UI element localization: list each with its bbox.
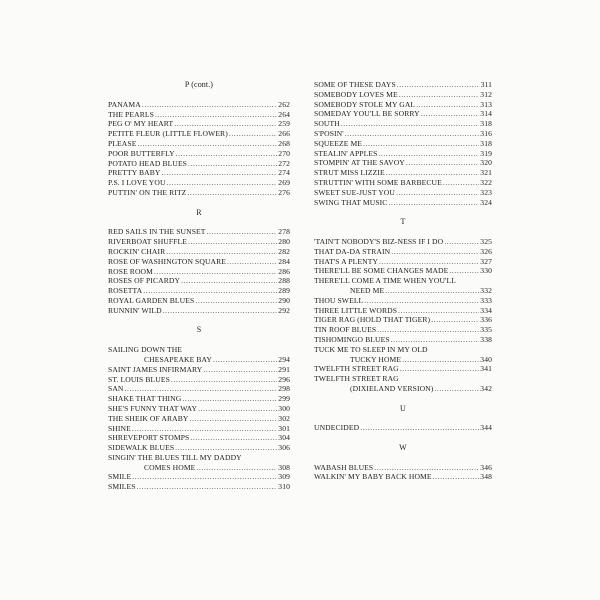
- index-entry-page: 332: [480, 285, 492, 295]
- index-entry-title: POOR BUTTERFLY: [108, 148, 175, 158]
- index-entry-title: 'TAIN'T NOBODY'S BIZ-NESS IF I DO: [314, 236, 444, 246]
- index-entry-title: POTATO HEAD BLUES: [108, 158, 188, 168]
- index-entry-page: 309: [278, 472, 290, 482]
- dot-leader: [142, 100, 277, 110]
- index-entry: [108, 433, 290, 443]
- dot-leader: [125, 384, 278, 394]
- index-entry-title: SOUTH: [314, 119, 340, 129]
- index-entry: [314, 364, 492, 374]
- index-entry-page: 335: [480, 325, 492, 335]
- index-entry-title: PUTTIN' ON THE RITZ: [108, 187, 187, 197]
- index-entry-title: ST. LOUIS BLUES: [108, 374, 170, 384]
- dot-leader: [181, 276, 277, 286]
- index-entry: [314, 139, 492, 149]
- index-entry: [314, 266, 492, 276]
- index-entry-page: 316: [480, 128, 492, 138]
- index-entry-title: STEALIN' APPLES: [314, 148, 378, 158]
- index-entry-title: STRUT MISS LIZZIE: [314, 168, 385, 178]
- index-entry-page: 340: [480, 354, 492, 364]
- index-entry-page: 300: [278, 403, 290, 413]
- index-entry: [108, 110, 290, 120]
- dot-leader: [400, 364, 480, 374]
- index-entry: [314, 306, 492, 316]
- index-entry-page: 266: [278, 129, 290, 139]
- index-entry: [314, 315, 492, 325]
- index-entry-title: TWELFTH STREET RAG: [314, 374, 399, 384]
- dot-leader: [166, 247, 277, 257]
- dot-leader: [431, 315, 479, 325]
- index-entry: [108, 149, 290, 159]
- dot-leader: [229, 129, 277, 139]
- index-entry: [108, 482, 290, 492]
- index-section-r: [108, 208, 290, 316]
- dot-leader: [416, 100, 479, 110]
- index-entry-page: 262: [278, 99, 290, 109]
- dot-leader: [397, 80, 480, 90]
- index-entry: [108, 237, 290, 247]
- index-entry-page: 280: [278, 237, 290, 247]
- index-entry-page: 292: [278, 305, 290, 315]
- index-entry: [108, 365, 290, 375]
- index-entry-continuation: (DIXIELAND VERSION): [350, 383, 434, 393]
- index-entry-title: ROCKIN' CHAIR: [108, 246, 166, 256]
- index-entry: [108, 424, 290, 434]
- index-entry-continuation: NEED ME: [350, 285, 385, 295]
- dot-leader: [182, 394, 277, 404]
- index-entry-title: TWELFTH STREET RAG: [314, 364, 399, 374]
- index-entry-page: 286: [278, 266, 290, 276]
- index-entry-title: ROSE OF WASHINGTON SQUARE: [108, 256, 227, 266]
- index-entry-title: ROSES OF PICARDY: [108, 276, 181, 286]
- dot-leader: [377, 325, 479, 335]
- section-spacer: [108, 316, 290, 326]
- index-entry: [108, 404, 290, 414]
- section-spacer: [314, 394, 492, 404]
- index-entry-page: 322: [480, 177, 492, 187]
- index-entry-page: 333: [480, 295, 492, 305]
- index-entry-page: 284: [278, 256, 290, 266]
- index-entry-title: SWING THAT MUSIC: [314, 197, 388, 207]
- dot-leader: [406, 158, 479, 168]
- index-entry: [314, 296, 492, 306]
- index-entry-title: RUNNIN' WILD: [108, 305, 162, 315]
- index-entry-page: 321: [480, 168, 492, 178]
- dot-leader: [227, 257, 277, 267]
- dot-leader: [421, 109, 480, 119]
- dot-leader: [188, 159, 277, 169]
- index-entry-page: 270: [278, 148, 290, 158]
- index-entry: [108, 296, 290, 306]
- index-entry-page: 310: [278, 482, 290, 492]
- index-entry: [108, 119, 290, 129]
- index-entry-page: 338: [480, 334, 492, 344]
- index-entry-title: SINGIN' THE BLUES TILL MY DADDY: [108, 452, 242, 462]
- dot-leader: [386, 168, 480, 178]
- index-entry-title: SIDEWALK BLUES: [108, 443, 175, 453]
- dot-leader: [388, 198, 479, 208]
- index-entry-title: S'POSIN': [314, 128, 344, 138]
- dot-leader: [187, 188, 277, 198]
- index-entry-title: UNDECIDED: [314, 423, 360, 433]
- index-entry-title: SHAKE THAT THING: [108, 394, 182, 404]
- index-entry-page: 346: [480, 462, 492, 472]
- index-entry-page: 289: [278, 286, 290, 296]
- dot-leader: [443, 178, 479, 188]
- section-spacer: [314, 207, 492, 217]
- index-entry-page: 278: [278, 227, 290, 237]
- dot-leader: [434, 384, 479, 394]
- dot-leader: [162, 168, 278, 178]
- index-entry: [108, 257, 290, 267]
- index-entry: [108, 247, 290, 257]
- index-entry-title: TIN ROOF BLUES: [314, 325, 377, 335]
- index-entry-title: SHREVEPORT STOMPS: [108, 433, 190, 443]
- dot-leader: [341, 119, 479, 129]
- index-entry-title: SAILING DOWN THE: [108, 345, 183, 355]
- index-entry-page: 341: [480, 364, 492, 374]
- dot-leader: [198, 404, 277, 414]
- index-entry-page: 342: [480, 383, 492, 393]
- dot-leader: [163, 306, 278, 316]
- dot-leader: [137, 139, 277, 149]
- index-entry-page: 318: [480, 138, 492, 148]
- index-entry: [314, 423, 492, 433]
- dot-leader: [190, 433, 277, 443]
- index-entry-title: THREE LITTLE WORDS: [314, 305, 398, 315]
- dot-leader: [167, 178, 278, 188]
- index-entry: [314, 247, 492, 257]
- index-entry-title: ROSETTA: [108, 286, 143, 296]
- dot-leader: [345, 129, 480, 139]
- index-entry-page: 325: [480, 236, 492, 246]
- index-entry: [314, 129, 492, 139]
- dot-leader: [363, 139, 479, 149]
- dot-leader: [379, 257, 479, 267]
- index-entry-title: SHE'S FUNNY THAT WAY: [108, 403, 198, 413]
- dot-leader: [203, 365, 277, 375]
- index-entry-page: 296: [278, 374, 290, 384]
- section-heading: U: [400, 403, 406, 413]
- index-entry-page: 274: [278, 168, 290, 178]
- index-entry: [108, 443, 290, 453]
- index-entry: [314, 90, 492, 100]
- index-entry-title: WABASH BLUES: [314, 462, 374, 472]
- section-heading: T: [400, 217, 406, 227]
- dot-leader: [171, 375, 277, 385]
- dot-leader: [190, 414, 278, 424]
- index-section-w: [314, 443, 492, 482]
- index-entry-title: PRETTY BABY: [108, 168, 161, 178]
- index-entry-title: THE PEARLS: [108, 109, 154, 119]
- index-entry-continuation: COMES HOME: [144, 462, 196, 472]
- index-entry: [314, 188, 492, 198]
- dot-leader: [391, 335, 480, 345]
- dot-leader: [154, 267, 277, 277]
- index-section-t: [314, 217, 492, 394]
- index-entry-page: 304: [278, 433, 290, 443]
- dot-leader: [195, 296, 277, 306]
- index-entry: [108, 178, 290, 188]
- index-entry-page: 306: [278, 443, 290, 453]
- index-entry-title: SOMEDAY YOU'LL BE SORRY: [314, 109, 420, 119]
- index-entry-title: RIVERBOAT SHUFFLE: [108, 237, 187, 247]
- index-entry-page: 320: [480, 158, 492, 168]
- dot-leader: [176, 149, 278, 159]
- index-entry: [108, 414, 290, 424]
- index-entry-title: SWEET SUE-JUST YOU: [314, 187, 395, 197]
- index-entry-page: 334: [480, 305, 492, 315]
- index-section: [314, 80, 492, 207]
- index-entry-page: 314: [480, 109, 492, 119]
- index-entry: [108, 139, 290, 149]
- index-entry: [314, 168, 492, 178]
- index-entry-title: RED SAILS IN THE SUNSET: [108, 227, 206, 237]
- index-entry-page: 318: [480, 119, 492, 129]
- index-entry-page: 299: [278, 394, 290, 404]
- index-section-p-cont: [108, 80, 290, 198]
- index-entry-page: 323: [480, 187, 492, 197]
- index-entry-title: THE SHEIK OF ARABY: [108, 413, 189, 423]
- index-entry: [108, 355, 290, 365]
- index-entry-page: 313: [480, 99, 492, 109]
- index-entry: [314, 472, 492, 482]
- index-entry: [314, 119, 492, 129]
- index-entry: [314, 80, 492, 90]
- section-spacer: [314, 433, 492, 443]
- index-entry-title: THERE'LL COME A TIME WHEN YOU'LL: [314, 276, 456, 286]
- index-entry-continuation: TUCKY HOME: [350, 354, 402, 364]
- index-entry: [108, 286, 290, 296]
- dot-leader: [399, 90, 480, 100]
- dot-leader: [449, 266, 479, 276]
- index-entry-page: 282: [278, 246, 290, 256]
- index-entry-title: STOMPIN' AT THE SAVOY: [314, 158, 405, 168]
- index-entry-continuation: CHESAPEAKE BAY: [144, 354, 212, 364]
- dot-leader: [374, 463, 479, 473]
- index-entry: [108, 267, 290, 277]
- index-entry-title: THOU SWELL: [314, 295, 364, 305]
- index-entry: [314, 237, 492, 247]
- index-entry: [314, 463, 492, 473]
- index-entry: [108, 168, 290, 178]
- dot-leader: [207, 227, 278, 237]
- index-entry-page: 312: [480, 89, 492, 99]
- dot-leader: [385, 286, 479, 296]
- index-entry-title: SOMEBODY STOLE MY GAL: [314, 99, 416, 109]
- index-entry-title: SHINE: [108, 423, 131, 433]
- index-entry: [314, 198, 492, 208]
- dot-leader: [137, 482, 278, 492]
- section-spacer: [108, 198, 290, 208]
- index-entry-title: TUCK ME TO SLEEP IN MY OLD: [314, 344, 428, 354]
- dot-leader: [444, 237, 479, 247]
- index-entry: [108, 375, 290, 385]
- index-entry-page: 326: [480, 246, 492, 256]
- index-entry: [314, 286, 492, 296]
- index-entry-title: TIGER RAG (HOLD THAT TIGER): [314, 315, 431, 325]
- dot-leader: [213, 355, 277, 365]
- index-entry-page: 288: [278, 276, 290, 286]
- dot-leader: [155, 110, 277, 120]
- dot-leader: [143, 286, 277, 296]
- index-entry-page: 302: [278, 413, 290, 423]
- index-entry: [108, 394, 290, 404]
- index-entry-title: SQUEEZE ME: [314, 138, 363, 148]
- index-entry-page: 327: [480, 256, 492, 266]
- index-entry: [314, 158, 492, 168]
- dot-leader: [174, 119, 277, 129]
- dot-leader: [364, 296, 479, 306]
- index-entry: [314, 335, 492, 345]
- dot-leader: [378, 149, 479, 159]
- index-entry-title: SOMEBODY LOVES ME: [314, 89, 398, 99]
- index-entry: [314, 384, 492, 394]
- section-heading: R: [196, 207, 202, 217]
- index-entry: [314, 355, 492, 365]
- dot-leader: [391, 247, 479, 257]
- index-entry-title: THAT'S A PLENTY: [314, 256, 379, 266]
- index-entry: [108, 100, 290, 110]
- index-entry-page: 294: [278, 354, 290, 364]
- index-entry-title: ROYAL GARDEN BLUES: [108, 295, 195, 305]
- index-entry: [108, 159, 290, 169]
- index-entry-page: 311: [480, 80, 492, 89]
- index-entry: [108, 463, 290, 473]
- section-heading: S: [196, 325, 202, 335]
- index-entry: [108, 472, 290, 482]
- index-entry-title: THERE'LL BE SOME CHANGES MADE: [314, 266, 449, 276]
- dot-leader: [196, 463, 277, 473]
- index-entry: [314, 325, 492, 335]
- index-entry-title: PANAMA: [108, 99, 141, 109]
- index-entry-title: STRUTTIN' WITH SOME BARBECUE: [314, 177, 442, 187]
- index-entry-title: SMILES: [108, 482, 136, 492]
- index-entry-title: SAN: [108, 384, 124, 394]
- dot-leader: [188, 237, 277, 247]
- index-entry: [108, 227, 290, 237]
- dot-leader: [360, 423, 479, 433]
- index-entry-page: 272: [278, 158, 290, 168]
- dot-leader: [396, 188, 479, 198]
- index-entry-title: WALKIN' MY BABY BACK HOME: [314, 472, 432, 482]
- index-entry-title: PETITE FLEUR (LITTLE FLOWER): [108, 129, 228, 139]
- dot-leader: [132, 472, 277, 482]
- dot-leader: [398, 306, 479, 316]
- index-entry-title: SMILE: [108, 472, 132, 482]
- right-column: [314, 80, 492, 482]
- index-entry-page: 308: [278, 462, 290, 472]
- index-entry-title: P.S. I LOVE YOU: [108, 178, 166, 188]
- index-entry: [314, 149, 492, 159]
- index-entry-page: 336: [480, 315, 492, 325]
- index-entry-title: PEG O' MY HEART: [108, 119, 174, 129]
- index-entry-page: 301: [278, 423, 290, 433]
- index-entry-page: 298: [278, 384, 290, 394]
- index-entry: [314, 100, 492, 110]
- index-entry-page: 324: [480, 197, 492, 207]
- index-entry: [314, 178, 492, 188]
- index-entry-title: SAINT JAMES INFIRMARY: [108, 364, 203, 374]
- index-entry: [314, 109, 492, 119]
- dot-leader: [433, 472, 480, 482]
- index-entry-page: 269: [278, 178, 290, 188]
- left-column: [108, 80, 290, 492]
- dot-leader: [175, 443, 277, 453]
- index-entry-title: ROSE ROOM: [108, 266, 153, 276]
- index-entry-page: 291: [278, 364, 290, 374]
- index-entry: [108, 188, 290, 198]
- index-entry-page: 264: [278, 109, 290, 119]
- index-entry-page: 348: [480, 472, 492, 482]
- index-entry: [108, 129, 290, 139]
- index-entry-page: 259: [278, 119, 290, 129]
- section-heading: W: [399, 442, 407, 452]
- dot-leader: [132, 424, 277, 434]
- index-entry-title: TISHOMINGO BLUES: [314, 334, 390, 344]
- index-entry-page: 268: [278, 138, 290, 148]
- index-section-u: [314, 404, 492, 434]
- section-heading: P (cont.): [184, 80, 214, 89]
- index-entry-page: 276: [278, 187, 290, 197]
- index-entry: [108, 276, 290, 286]
- index-section-s: [108, 325, 290, 492]
- index-entry-page: 344: [480, 423, 492, 433]
- index-entry-title: PLEASE: [108, 138, 137, 148]
- dot-leader: [402, 355, 479, 365]
- index-entry-title: SOME OF THESE DAYS: [314, 80, 396, 89]
- index-entry: [314, 257, 492, 267]
- index-entry-page: 319: [480, 148, 492, 158]
- index-entry-title: THAT DA-DA STRAIN: [314, 246, 391, 256]
- index-entry-page: 330: [480, 266, 492, 276]
- index-entry-page: 290: [278, 295, 290, 305]
- index-entry: [108, 306, 290, 316]
- index-entry: [108, 384, 290, 394]
